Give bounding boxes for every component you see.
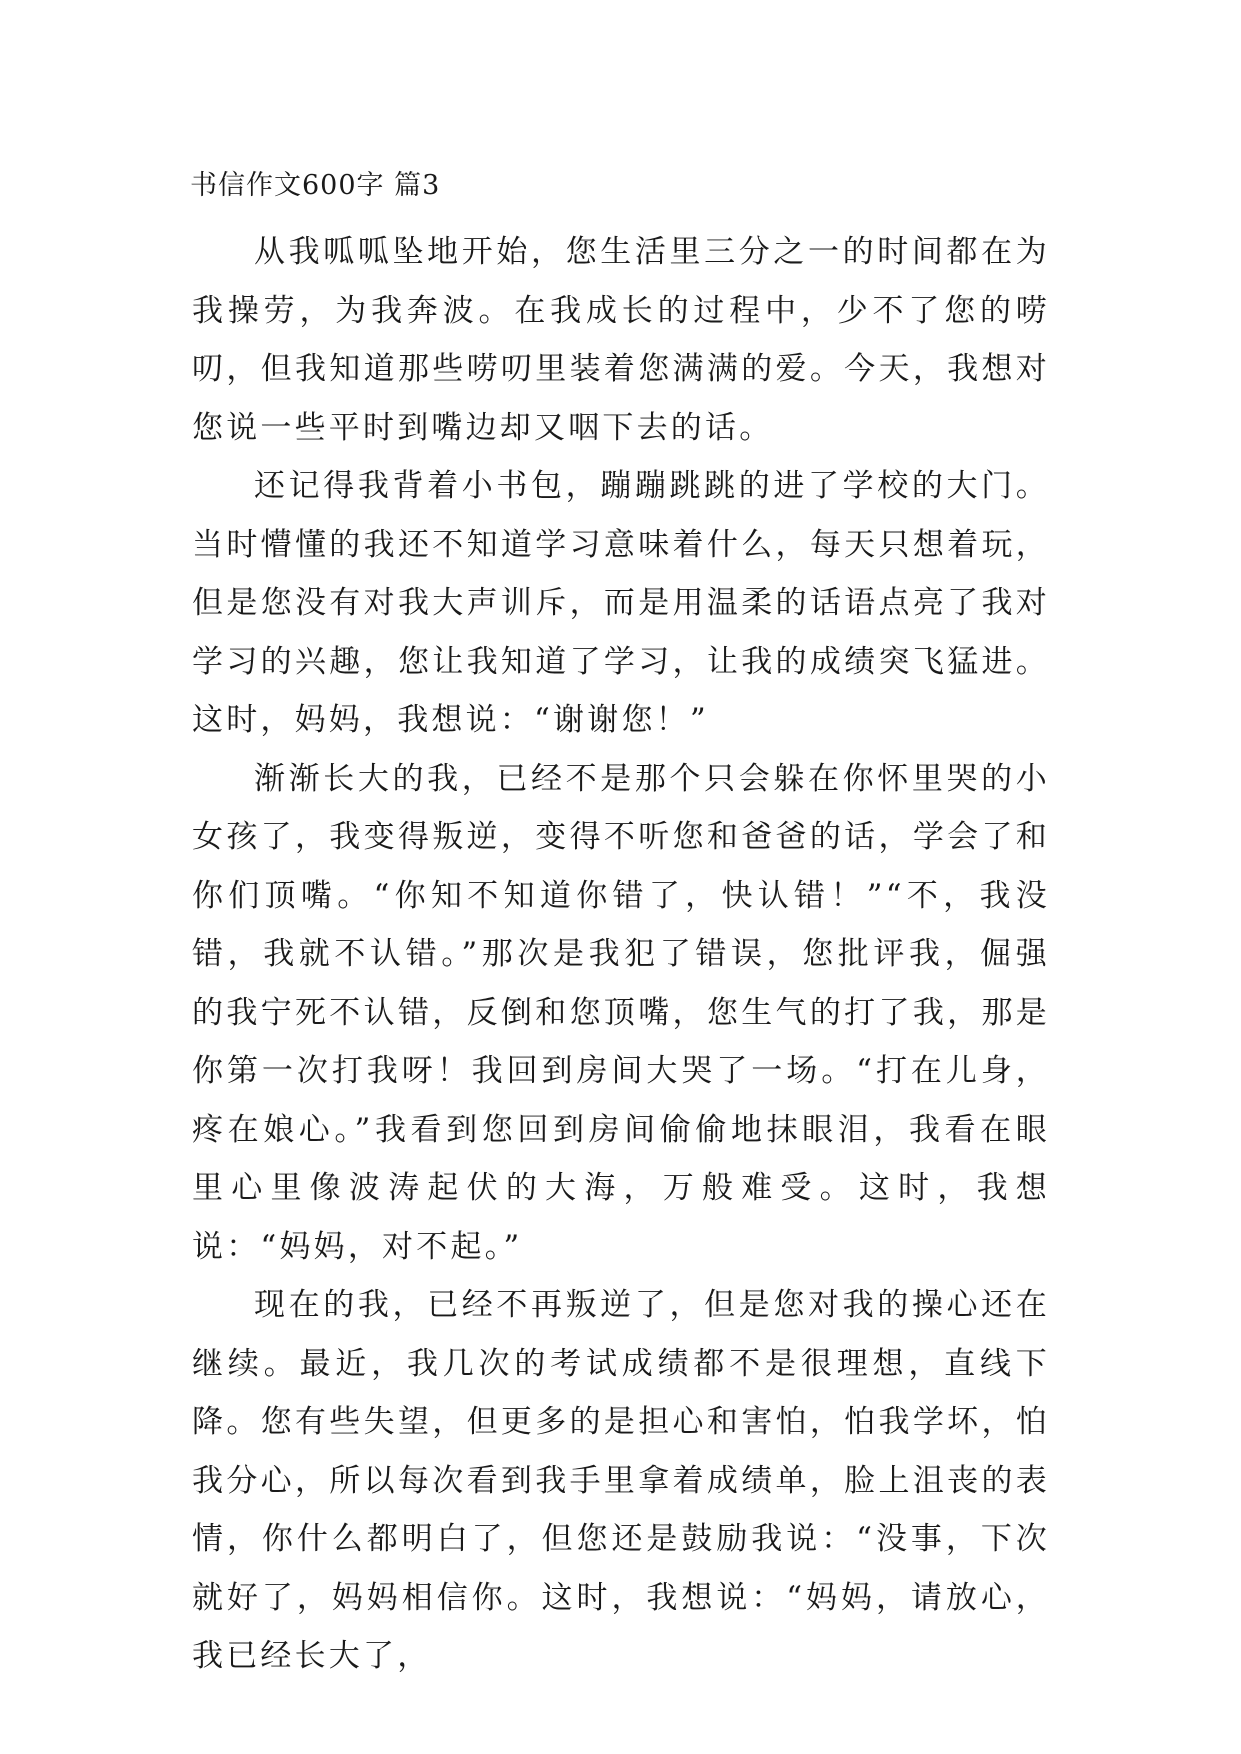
document-title: 书信作文600字 篇3 (190, 170, 441, 201)
paragraph: 还记得我背着小书包，蹦蹦跳跳的进了学校的大门。当时懵懂的我还不知道学习意味着什么，每天只想着玩，但是您没有对我大声训斥，而是用温柔的话语点亮了我对学习的兴趣，您让我知道了学习，让我的成绩突飞猛进。这时，妈妈，我想说：“谢谢您！” (192, 468, 1050, 738)
document-body (192, 223, 1050, 1686)
paragraph: 渐渐长大的我，已经不是那个只会躲在你怀里哭的小女孩了，我变得叛逆，变得不听您和爸爸的话，学会了和你们顶嘴。“你知不知道你错了，快认错！”“不，我没错，我就不认错。”那次是我犯了错误，您批评我，倔强的我宁死不认错，反倒和您顶嘴，您生气的打了我，那是你第一次打我呀！我回到房间大哭了一场。“打在儿身，疼在娘心。”我看到您回到房间偷偷地抹眼泪，我看在眼里心里像波涛起伏的大海，万般难受。这时，我想说：“妈妈，对不起。” (192, 760, 1050, 1265)
paragraph: 从我呱呱坠地开始，您生活里三分之一的时间都在为我操劳，为我奔波。在我成长的过程中，少不了您的唠叨，但我知道那些唠叨里装着您满满的爱。今天，我想对您说一些平时到嘴边却又咽下去的话。 (192, 234, 1050, 446)
paragraph: 现在的我，已经不再叛逆了，但是您对我的操心还在继续。最近，我几次的考试成绩都不是很理想，直线下降。您有些失望，但更多的是担心和害怕，怕我学坏，怕我分心，所以每次看到我手里拿着成绩单，脸上沮丧的表情，你什么都明白了，但您还是鼓励我说：“没事，下次就好了，妈妈相信你。这时，我想说：“妈妈，请放心，我已经长大了， (192, 1287, 1050, 1674)
